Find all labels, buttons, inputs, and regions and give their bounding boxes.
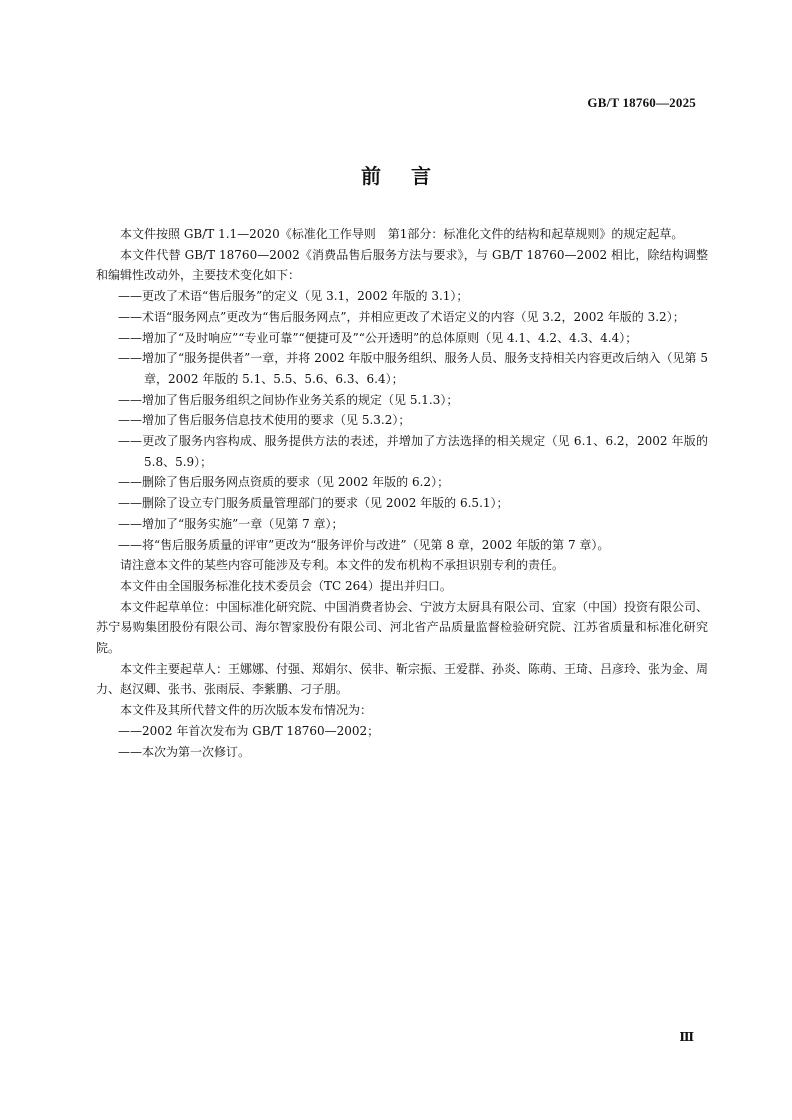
change-item: ——将“售后服务质量的评审”更改为“服务评价与改进”（见第 8 章，2002 年版的第 7 章）。 (118, 537, 610, 552)
page-number: Ⅲ (679, 1030, 694, 1044)
document-code: GB/T 18760—2025 (587, 95, 696, 110)
page-title: 前言 (361, 164, 461, 188)
change-item: ——删除了售后服务网点资质的要求（见 2002 年版的 6.2）； (118, 475, 450, 490)
change-item: ——术语“服务网点”更改为“售后服务网点”，并相应更改了术语定义的内容（见 3.2，2002 年版的 3.2）； (118, 309, 685, 324)
document-body (96, 224, 708, 762)
change-item: ——更改了术语“售后服务”的定义（见 3.1，2002 年版的 3.1）； (118, 289, 469, 304)
change-item: ——增加了售后服务组织之间协作业务关系的规定（见 5.1.3）； (118, 392, 459, 407)
paragraph-history: 本文件及其所代替文件的历次版本发布情况为： (120, 703, 373, 718)
change-item: ——更改了服务内容构成、服务提供方法的表述，并增加了方法选择的相关规定（见 6.1、6.2，2002 年版的 5.8、5.9）； (118, 434, 708, 469)
change-item: ——增加了“服务实施”一章（见第 7 章）； (118, 516, 344, 531)
paragraph-drafting-units: 本文件起草单位：中国标准化研究院、中国消费者协会、宁波方太厨具有限公司、宜家（中国）投资有限公司、苏宁易购集团股份有限公司、海尔智家股份有限公司、河北省产品质量监督检验研究院、江苏省质量和标准化研究院。 (96, 599, 709, 656)
paragraph-proposer: 本文件由全国服务标准化技术委员会（TC 264）提出并归口。 (120, 578, 452, 593)
change-item: ——删除了设立专门服务质量管理部门的要求（见 2002 年版的 6.5.1）； (118, 496, 509, 511)
paragraph-patent-notice: 请注意本文件的某些内容可能涉及专利。本文件的发布机构不承担识别专利的责任。 (120, 558, 565, 573)
change-item: ——增加了售后服务信息技术使用的要求（见 5.3.2）； (118, 413, 411, 428)
paragraph-drafters: 本文件主要起草人：王娜娜、付强、郑娟尔、侯非、靳宗振、王爱群、孙炎、陈萌、王琦、吕彦玲、张为金、周力、赵汉卿、张书、张雨辰、李紫鹏、刁子朋。 (96, 661, 709, 697)
change-item: ——增加了“服务提供者”一章，并将 2002 年版中服务组织、服务人员、服务支持相关内容更改后纳入（见第 5 章，2002 年版的 5.1、5.5、5.6、6.3、6.4）； (118, 351, 708, 386)
history-item: ——本次为第一次修订。 (118, 744, 251, 759)
history-item: ——2002 年首次发布为 GB/T 18760—2002； (118, 723, 380, 738)
change-item: ——增加了“及时响应”“专业可靠”“便捷可及”“公开透明”的总体原则（见 4.1、4.2、4.3、4.4）； (118, 330, 638, 345)
paragraph-replacement: 本文件代替 GB/T 18760—2002《消费品售后服务方法与要求》，与 GB/T 18760—2002 相比，除结构调整和编辑性改动外，主要技术变化如下： (96, 247, 708, 283)
paragraph-drafting-rules: 本文件按照 GB/T 1.1—2020《标准化工作导则 第1部分：标准化文件的结构和起草规则》的规定起草。 (120, 227, 684, 241)
